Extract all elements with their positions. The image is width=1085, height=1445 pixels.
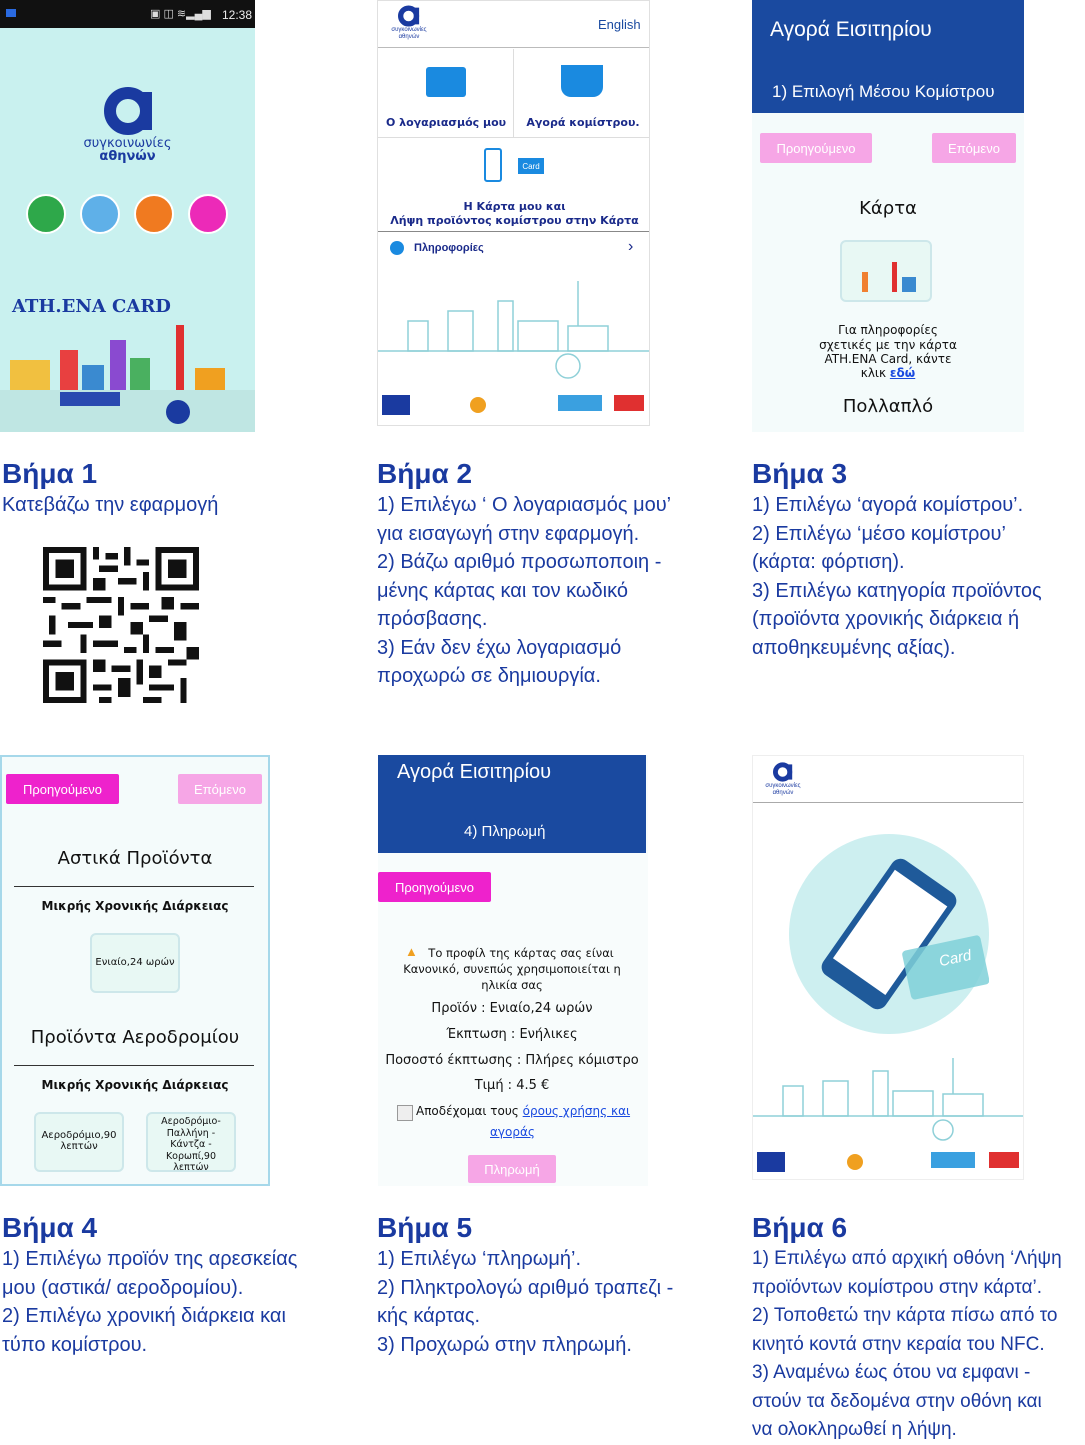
city-line-illustration <box>753 1056 1024 1144</box>
warning-line3: ηλικία σας <box>481 978 543 992</box>
step-4-line: τύπο κομίστρου. <box>2 1333 148 1356</box>
step-2-line: 2) Βάζω αριθμό προσωποποιη - <box>377 551 662 573</box>
step-5-line: 3) Προχωρώ στην πληρωμή. <box>377 1333 632 1356</box>
eu-flag-icon <box>757 1152 785 1172</box>
chevron-right-icon: › <box>628 238 634 255</box>
discount-line: Έκπτωση : Ενήλικες <box>446 1027 578 1042</box>
card-badge: Card <box>518 158 544 174</box>
signal-icon: ▣ ◫ ≋▂▄▆ <box>150 8 211 20</box>
discount-percent-line: Ποσοστό έκπτωσης : Πλήρες κόμιστρο <box>385 1053 639 1068</box>
info-icon <box>390 241 404 255</box>
card-info-line4 <box>752 366 1024 380</box>
card-info-link[interactable]: εδώ <box>889 366 916 380</box>
purchase-header <box>752 0 1024 113</box>
step-6-line: στούν τα δεδομένα στην οθόνη και <box>752 1390 1042 1412</box>
step-1-line: Κατεβάζω την εφαρμογή <box>2 494 219 516</box>
espa-logo <box>989 1152 1019 1168</box>
header-step: 1) Επιλογή Μέσου Κομίστρου <box>772 82 995 101</box>
pay-button[interactable]: Πληρωμή <box>468 1155 556 1183</box>
phone-icon <box>484 148 502 182</box>
prev-button[interactable]: Προηγούμενο <box>378 872 491 902</box>
airport-product-label-2: Αεροδρόμιο-Παλλήνη - Κάντζα - Κορωπί,90 λεπτών <box>161 1116 221 1173</box>
accept-terms-line1 <box>416 1104 646 1118</box>
screen-4-products <box>0 755 270 1186</box>
step-2-line: προχωρώ σε δημιουργία. <box>377 665 601 687</box>
accept-prefix: Αποδέχομαι τους <box>416 1104 523 1118</box>
trolley-icon[interactable] <box>134 194 174 234</box>
step-3-line: 3) Επιλέγω κατηγορία προϊόντος <box>752 579 1042 602</box>
step-3-line: αποθηκευμένης αξίας). <box>752 636 956 659</box>
basket-icon <box>561 65 603 97</box>
logo-text-line2: αθηνών <box>99 149 156 164</box>
pep-logo <box>931 1152 975 1168</box>
nfc-title-line1: Η Κάρτα μου και <box>463 200 566 213</box>
screen-3-medium-select <box>752 0 1024 432</box>
step-2-line: 3) Εάν δεν έχω λογαριασμό <box>377 636 622 659</box>
terms-link[interactable]: όρους χρήσης και <box>522 1104 631 1118</box>
step-6-line: 3) Αναμένω έως ότου να εμφανι - <box>752 1362 1031 1383</box>
eu-funding-logos <box>753 1148 1024 1178</box>
urban-subtitle: Μικρής Χρονικής Διάρκειας <box>41 899 229 913</box>
nfc-title-line2: Λήψη προϊόντος κομίστρου στην Κάρτα <box>390 214 639 227</box>
step-4-line: 2) Επιλέγω χρονική διάρκεια και <box>2 1305 286 1327</box>
price-line: Τιμή : 4.5 € <box>474 1078 550 1093</box>
city-line-illustration <box>378 271 650 381</box>
nfc-tile[interactable] <box>378 138 650 230</box>
step-5-line: 2) Πληκτρολογώ αριθμό τραπεζι - <box>377 1276 674 1299</box>
athena-card-thumbnail[interactable] <box>840 240 932 302</box>
status-bar <box>0 0 255 28</box>
step-2-line: 1) Επιλέγω ‘ Ο λογαριασμός μου’ <box>377 494 672 516</box>
step-1-title: Βήμα 1 <box>2 458 98 489</box>
logo-text-line2: αθηνών <box>398 34 420 40</box>
accept-checkbox[interactable] <box>397 1105 413 1121</box>
step-5-line: 1) Επιλέγω ‘πληρωμή’. <box>377 1248 582 1270</box>
airport-product-card-1[interactable] <box>34 1112 124 1172</box>
header-divider <box>753 802 1024 803</box>
id-card-icon <box>426 67 466 97</box>
prev-button[interactable]: Προηγούμενο <box>6 774 119 804</box>
status-time: 12:38 <box>222 8 253 22</box>
urban-product-label: Ενιαίο,24 ωρών <box>95 957 175 968</box>
bus-icon[interactable] <box>80 194 120 234</box>
warning-line1: Το προφίλ της κάρτας σας είναι <box>428 946 614 960</box>
step-2-body <box>377 491 727 691</box>
logo-text-line1: συγκοινωνίες <box>83 136 172 151</box>
step-6-line: 2) Τοποθετώ την κάρτα πίσω από το <box>752 1305 1058 1326</box>
step-5-title: Βήμα 5 <box>377 1212 473 1243</box>
airport-product-card-2[interactable] <box>146 1112 236 1172</box>
metro-icon[interactable] <box>26 194 66 234</box>
step-4-line: 1) Επιλέγω προϊόν της αρεσκείας <box>2 1248 298 1270</box>
terms-link-continued[interactable]: αγοράς <box>490 1125 535 1139</box>
info-divider <box>378 231 650 232</box>
step-2-line: πρόσβασης. <box>377 608 488 630</box>
step-6-body <box>752 1245 1085 1445</box>
screen-5-payment <box>378 755 648 1186</box>
urban-product-card[interactable] <box>90 933 180 993</box>
step-1-body <box>2 491 362 520</box>
screen-2-home <box>377 0 650 426</box>
card-info-line1: Για πληροφορίες <box>838 323 938 337</box>
logo-text-line2: αθηνών <box>772 790 794 796</box>
espa-logo <box>614 395 644 411</box>
airport-divider <box>14 1065 254 1066</box>
card-info-line2: σχετικές με την κάρτα <box>819 338 957 352</box>
oasa-logo-icon <box>104 86 154 136</box>
header-title: Αγορά Εισιτηρίου <box>770 18 932 41</box>
digital-greece-logo <box>847 1154 863 1170</box>
airport-product-label-1: Αεροδρόμιο,90 λεπτών <box>41 1130 117 1152</box>
purchase-tile-label: Αγορά κομίστρου. <box>526 116 640 129</box>
step-2-line: για εισαγωγή στην εφαρμογή. <box>377 522 640 545</box>
digital-greece-logo <box>470 397 486 413</box>
card-info-prefix: κλικ <box>860 366 890 380</box>
language-link[interactable]: English <box>598 17 641 32</box>
screen-1-splash <box>0 0 255 432</box>
step-6-line: να ολοκληρωθεί η λήψη. <box>752 1419 957 1440</box>
card-label[interactable]: Κάρτα <box>859 198 917 219</box>
eu-flag-icon <box>382 395 410 415</box>
step-4-line: μου (αστικά/ αεροδρομίου). <box>2 1276 244 1299</box>
step-4-body <box>2 1245 362 1359</box>
step-5-body <box>377 1245 727 1359</box>
nfc-card-text: Card <box>937 946 973 971</box>
step-2-line: μένης κάρτας και τον κωδικό <box>377 579 628 602</box>
multi-label[interactable]: Πολλαπλό <box>842 396 934 417</box>
step-6-line: κινητό κοντά στην κεραία του NFC. <box>752 1333 1045 1355</box>
prev-button[interactable]: Προηγούμενο <box>760 133 872 163</box>
info-row[interactable] <box>378 233 650 267</box>
product-line: Προϊόν : Ενιαίο,24 ωρών <box>431 1001 593 1016</box>
warning-icon: ▲ <box>405 944 418 959</box>
step-6-line: προϊόντων κομίστρου στην κάρτα’. <box>752 1276 1042 1298</box>
city-skyline-illustration <box>0 320 255 432</box>
airport-products-title: Προϊόντα Αεροδρομίου <box>30 1027 240 1048</box>
step-3-line: (προϊόντα χρονικής διάρκεια ή <box>752 608 1020 630</box>
header-step: 4) Πληρωμή <box>464 823 546 840</box>
next-button[interactable]: Επόμενο <box>932 133 1016 163</box>
next-button[interactable]: Επόμενο <box>178 774 262 804</box>
athena-card-brand: ATH.ENA CARD <box>12 296 171 317</box>
header-divider <box>378 47 650 48</box>
battery-icon <box>6 9 16 17</box>
logo-text-line1: συγκοινωνίες <box>765 783 801 789</box>
logo-text <box>384 27 434 41</box>
step-3-line: 1) Επιλέγω ‘αγορά κομίστρου’. <box>752 494 1024 516</box>
info-label: Πληροφορίες <box>414 242 484 254</box>
logo-text <box>757 783 809 797</box>
step-4-title: Βήμα 4 <box>2 1212 98 1243</box>
step-3-title: Βήμα 3 <box>752 458 848 489</box>
screen-6-nfc <box>752 755 1024 1180</box>
step-3-line: (κάρτα: φόρτιση). <box>752 551 905 573</box>
step-2-title: Βήμα 2 <box>377 458 473 489</box>
pep-logo <box>558 395 602 411</box>
logo-text-line1: συγκοινωνίες <box>391 27 427 33</box>
nfc-illustration <box>789 834 989 1034</box>
oasa-logo-icon <box>398 5 420 27</box>
oasa-logo-icon <box>773 762 793 782</box>
step-6-line: 1) Επιλέγω από αρχική οθόνη ‘Λήψη <box>752 1248 1062 1269</box>
airport-subtitle: Μικρής Χρονικής Διάρκειας <box>41 1078 229 1092</box>
account-tile[interactable] <box>378 49 514 137</box>
step-6-title: Βήμα 6 <box>752 1212 848 1243</box>
purchase-tile[interactable] <box>515 49 650 137</box>
urban-products-title: Αστικά Προϊόντα <box>57 848 213 869</box>
tram-icon[interactable] <box>188 194 228 234</box>
qr-code[interactable] <box>43 547 199 703</box>
warning-line2: Κανονικό, συνεπώς χρησιμοποιείται η <box>403 962 621 976</box>
urban-divider <box>14 886 254 887</box>
account-tile-label: Ο λογαριασμός μου <box>385 116 507 129</box>
step-3-line: 2) Επιλέγω ‘μέσο κομίστρου’ <box>752 522 1006 545</box>
card-info-line3: ATH.ENA Card, κάντε <box>824 352 952 366</box>
step-5-line: κής κάρτας. <box>377 1305 481 1327</box>
eu-funding-logos <box>378 391 650 421</box>
step-3-body <box>752 491 1082 662</box>
purchase-header <box>378 755 646 853</box>
header-title: Αγορά Εισιτηρίου <box>397 761 552 783</box>
